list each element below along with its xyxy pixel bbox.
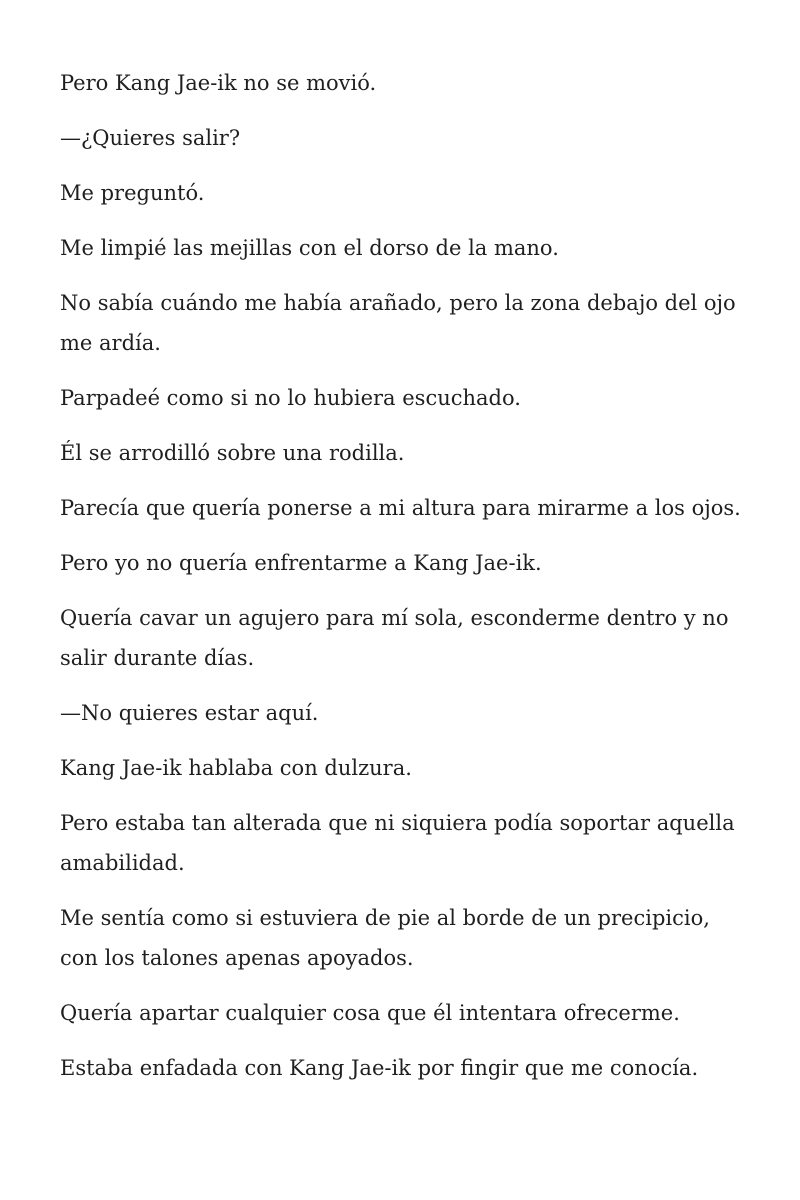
paragraph: Pero yo no quería enfrentarme a Kang Jae-ik. <box>60 551 542 575</box>
paragraph: —No quieres estar aquí. <box>60 701 319 725</box>
paragraph: Pero Kang Jae-ik no se movió. <box>60 71 377 95</box>
paragraph: Él se arrodilló sobre una rodilla. <box>60 441 405 465</box>
paragraph: No sabía cuándo me había arañado, pero la zona debajo del ojo me ardía. <box>60 291 736 355</box>
paragraph: Quería cavar un agujero para mí sola, esconderme dentro y no salir durante días. <box>60 606 729 670</box>
paragraph: Pero estaba tan alterada que ni siquiera podía soportar aquella amabilidad. <box>60 811 735 875</box>
paragraph: Kang Jae-ik hablaba con dulzura. <box>60 756 412 780</box>
paragraph: Me preguntó. <box>60 181 205 205</box>
paragraph: Me limpié las mejillas con el dorso de la mano. <box>60 236 559 260</box>
paragraph: Estaba enfadada con Kang Jae-ik por fingir que me conocía. <box>60 1056 699 1080</box>
paragraph: Parpadeé como si no lo hubiera escuchado. <box>60 386 521 410</box>
paragraph: Me sentía como si estuviera de pie al borde de un precipicio, con los talones apenas apoyados. <box>60 906 710 970</box>
paragraph: Parecía que quería ponerse a mi altura para mirarme a los ojos. <box>60 496 741 520</box>
document-body <box>60 63 750 1103</box>
paragraph: —¿Quieres salir? <box>60 126 241 150</box>
paragraph: Quería apartar cualquier cosa que él intentara ofrecerme. <box>60 1001 680 1025</box>
